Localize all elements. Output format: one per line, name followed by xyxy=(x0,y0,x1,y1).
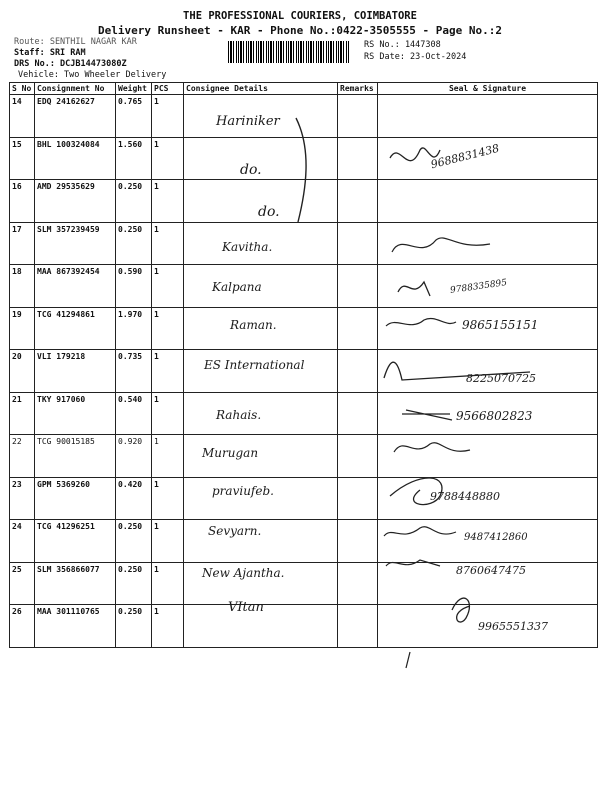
weight: 0.250 xyxy=(116,520,152,563)
signature-scribble xyxy=(384,527,456,536)
col-signature: Seal & Signature xyxy=(378,83,598,95)
sno: 19 xyxy=(10,307,35,350)
pcs: 1 xyxy=(152,95,184,138)
route-label: Route: SENTHIL NAGAR KAR xyxy=(14,37,137,47)
sno: 15 xyxy=(10,137,35,180)
col-weight: Weight xyxy=(116,83,152,95)
handwritten-consignee: Rahais. xyxy=(216,408,262,422)
consignment-no: MAA 867392454 xyxy=(35,265,116,308)
handwritten-consignee: praviufeb. xyxy=(212,484,274,498)
handwritten-consignee: Murugan xyxy=(202,446,259,460)
weight: 1.970 xyxy=(116,307,152,350)
pcs: 1 xyxy=(152,477,184,520)
sno: 18 xyxy=(10,265,35,308)
handwritten-consignee: do. xyxy=(240,162,262,178)
consignment-no: SLM 356866077 xyxy=(35,562,116,605)
pcs: 1 xyxy=(152,222,184,265)
handwritten-signature: 9965551337 xyxy=(478,620,548,633)
ditto-brace-stroke xyxy=(296,118,306,222)
weight: 0.250 xyxy=(116,222,152,265)
handwritten-signature: 8760647475 xyxy=(456,564,526,577)
signature-scribble xyxy=(386,318,456,326)
col-consignee: Consignee Details xyxy=(184,83,338,95)
consignment-no: MAA 301110765 xyxy=(35,605,116,648)
pcs: 1 xyxy=(152,435,184,478)
weight: 0.420 xyxy=(116,477,152,520)
handwritten-consignee: Raman. xyxy=(230,318,277,332)
signature-scribble xyxy=(390,478,442,505)
signature-scribble xyxy=(398,282,430,296)
runsheet-subtitle: Delivery Runsheet - KAR - Phone No.:0422-3505555 - Page No.:2 xyxy=(98,24,502,37)
handwritten-consignee: Sevyarn. xyxy=(208,524,262,538)
weight: 0.540 xyxy=(116,392,152,435)
sno: 16 xyxy=(10,180,35,223)
col-remarks: Remarks xyxy=(338,83,378,95)
sno: 23 xyxy=(10,477,35,520)
handwritten-signature: 9487412860 xyxy=(464,532,528,543)
handwritten-consignee: New Ajantha. xyxy=(202,566,285,580)
col-consignment: Consignment No xyxy=(35,83,116,95)
pcs: 1 xyxy=(152,307,184,350)
handwritten-consignee: ES International xyxy=(204,358,305,372)
handwritten-signature: 9865155151 xyxy=(462,318,539,332)
rs-date: RS Date: 23-Oct-2024 xyxy=(364,52,467,62)
handwritten-signature: 9688831438 xyxy=(429,141,501,172)
consignment-no: VLI 179218 xyxy=(35,350,116,393)
consignment-no: GPM 5369260 xyxy=(35,477,116,520)
sno: 20 xyxy=(10,350,35,393)
sno: 26 xyxy=(10,605,35,648)
handwritten-consignee: Kavitha. xyxy=(222,240,273,254)
signature-scribble xyxy=(452,598,470,622)
handwritten-signature: 9566802823 xyxy=(456,409,533,423)
consignment-no: EDQ 24162627 xyxy=(35,95,116,138)
consignment-no: SLM 357239459 xyxy=(35,222,116,265)
weight: 0.250 xyxy=(116,605,152,648)
consignment-no: TCG 41294861 xyxy=(35,307,116,350)
pcs: 1 xyxy=(152,562,184,605)
col-sno: S No xyxy=(10,83,35,95)
consignment-no: AMD 29535629 xyxy=(35,180,116,223)
company-title: THE PROFESSIONAL COURIERS, COIMBATORE xyxy=(183,10,417,22)
signature-scribble xyxy=(390,148,440,161)
handwritten-signature: 9788448880 xyxy=(430,490,500,503)
handwritten-consignee: do. xyxy=(258,204,280,220)
handwritten-consignee: Kalpana xyxy=(212,280,262,294)
sno: 21 xyxy=(10,392,35,435)
weight: 0.765 xyxy=(116,95,152,138)
sno: 17 xyxy=(10,222,35,265)
consignment-no: TCG 90015185 xyxy=(35,435,116,478)
sno: 24 xyxy=(10,520,35,563)
vehicle-label: Vehicle: Two Wheeler Delivery xyxy=(18,70,167,80)
col-pcs: PCS xyxy=(152,83,184,95)
signature-scribble xyxy=(394,443,470,452)
pcs: 1 xyxy=(152,520,184,563)
weight: 1.560 xyxy=(116,137,152,180)
pcs: 1 xyxy=(152,180,184,223)
pcs: 1 xyxy=(152,265,184,308)
signature-scribble xyxy=(392,238,490,252)
pcs: 1 xyxy=(152,605,184,648)
consignment-no: TKY 917060 xyxy=(35,392,116,435)
signature-scribble xyxy=(384,362,530,380)
pcs: 1 xyxy=(152,392,184,435)
pcs: 1 xyxy=(152,137,184,180)
signature-scribble xyxy=(386,560,440,566)
pcs: 1 xyxy=(152,350,184,393)
handwritten-consignee: VItan xyxy=(228,600,264,615)
signature-scribble xyxy=(402,410,452,420)
weight: 0.735 xyxy=(116,350,152,393)
weight: 0.250 xyxy=(116,180,152,223)
rs-number: RS No.: 1447308 xyxy=(364,40,441,50)
consignment-no: BHL 100324084 xyxy=(35,137,116,180)
weight: 0.590 xyxy=(116,265,152,308)
drs-label: DRS No.: DCJB14473080Z xyxy=(14,59,127,69)
stray-pen-mark xyxy=(406,652,410,668)
weight: 0.250 xyxy=(116,562,152,605)
sno: 25 xyxy=(10,562,35,605)
handwritten-signature: 9788335895 xyxy=(449,278,508,296)
staff-label: Staff: SRI RAM xyxy=(14,48,86,58)
sno: 22 xyxy=(10,435,35,478)
consignment-no: TCG 41296251 xyxy=(35,520,116,563)
weight: 0.920 xyxy=(116,435,152,478)
sno: 14 xyxy=(10,95,35,138)
handwritten-signature: 8225070725 xyxy=(466,372,536,385)
handwritten-consignee: Hariniker xyxy=(216,114,280,129)
